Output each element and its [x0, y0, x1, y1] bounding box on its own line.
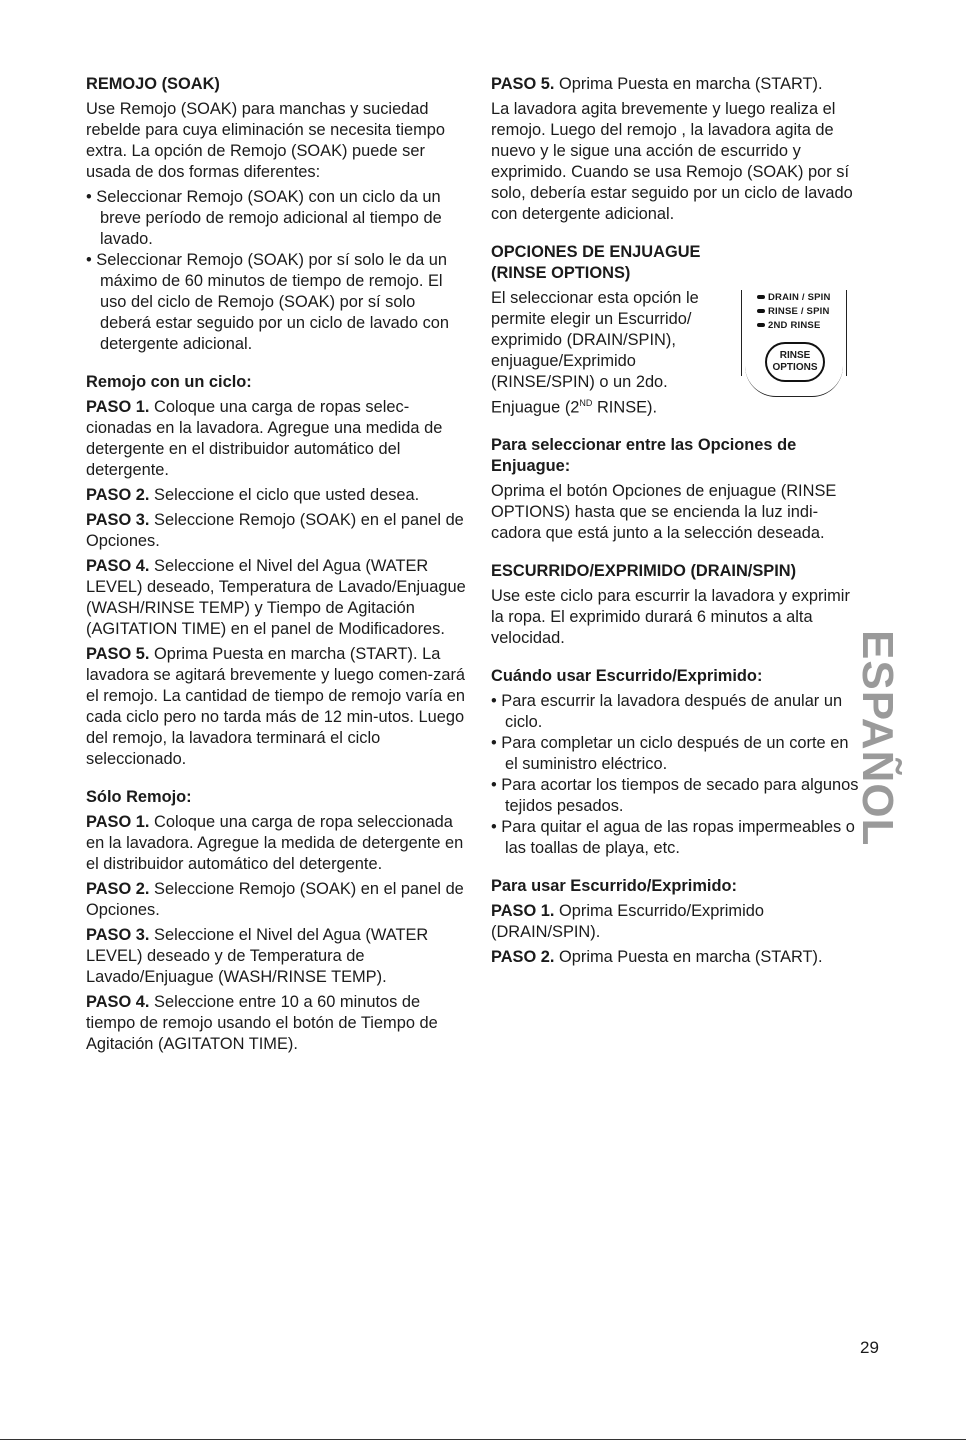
- rinse-options-panel-illustration: [739, 288, 849, 396]
- cycle-step-2: PASO 2. Seleccione el ciclo que usted desea.: [86, 486, 420, 504]
- rinse-options-heading: OPCIONES DE ENJUAGUE (RINSE OPTIONS): [491, 243, 701, 282]
- page-number: 29: [860, 1338, 879, 1357]
- paso5-description: La lavadora agita brevemente y luego realiza el remojo. Luego del remojo , la lavadora agita de nuevo y le sigue una acción de escurrido y exprimido. Cuando se usa Remojo (SOAK) por sí solo, debería estar seguido por un ciclo de lavado con detergente adicional.: [491, 100, 853, 223]
- cycle-step-1: PASO 1. Coloque una carga de ropas selec-cionadas en la lavadora. Agregue una medida de detergente en el distribuidor automático del detergente.: [86, 398, 443, 479]
- paso5-start: PASO 5. Oprima Puesta en marcha (START).: [491, 75, 823, 93]
- solo-heading: Sólo Remojo:: [86, 788, 192, 806]
- cycle-step-4: PASO 4. Seleccione el Nivel del Agua (WATER LEVEL) deseado, Temperatura de Lavado/Enjuague (WASH/RINSE TEMP) y Tiempo de Agitación (AGITATION TIME) en el panel de Modificadores.: [86, 557, 466, 638]
- bottom-rule: [0, 1439, 966, 1440]
- drain-spin-text: Use este ciclo para escurrir la lavadora y exprimir la ropa. El exprimido durará 6 minutos a alta velocidad.: [491, 587, 850, 648]
- panel-option-2nd-rinse: 2ND RINSE: [757, 320, 820, 331]
- when-bullet-2: • Para completar un ciclo después de un corte en el suministro eléctrico.: [491, 734, 849, 774]
- when-bullet-4: • Para quitar el agua de las ropas impermeables o las toallas de playa, etc.: [491, 818, 855, 858]
- soak-bullet-2: • Seleccionar Remojo (SOAK) por sí solo le da un máximo de 60 minutos de tiempo de remojo. El uso del ciclo de Remojo (SOAK) por sí solo deberá estar seguido por un ciclo de lavado con detergente adicional.: [86, 251, 449, 353]
- solo-step-3: PASO 3. Seleccione el Nivel del Agua (WATER LEVEL) deseado y de Temperatura de Lavado/Enjuague (WASH/RINSE TEMP).: [86, 926, 429, 986]
- use-step-2: PASO 2. Oprima Puesta en marcha (START).: [491, 948, 823, 967]
- soak-intro: Use Remojo (SOAK) para manchas y suciedad rebelde para cuya eliminación se necesita tiempo extra. La opción de Remojo (SOAK) puede ser usada de dos formas diferentes:: [86, 100, 445, 181]
- use-heading: Para usar Escurrido/Exprimido:: [491, 877, 737, 896]
- solo-step-1: PASO 1. Coloque una carga de ropa seleccionada en la lavadora. Agregue la medida de detergente en el distribuidor automático del detergente.: [86, 813, 464, 873]
- solo-step-4: PASO 4. Seleccione entre 10 a 60 minutos de tiempo de remojo usando el botón de Tiempo de Agitación (AGITATON TIME).: [86, 993, 438, 1053]
- left-column: [86, 74, 466, 1059]
- cycle-step-5: PASO 5. Oprima Puesta en marcha (START). La lavadora se agitará brevemente y luego comen-zará el remojo. La cantidad de tiempo de remojo varía en cada ciclo pero no tarda más de 12 min-utos. Luego del remojo, la lavadora terminará el ciclo seleccionado.: [86, 645, 466, 768]
- when-heading: Cuándo usar Escurrido/Exprimido:: [491, 667, 763, 686]
- language-side-tab: ESPAÑOL: [853, 630, 902, 847]
- when-bullet-3: • Para acortar los tiempos de secado para algunos tejidos pesados.: [491, 776, 859, 816]
- drain-spin-heading: ESCURRIDO/EXPRIMIDO (DRAIN/SPIN): [491, 562, 797, 581]
- rinse-options-block: [491, 288, 863, 418]
- indicator-light-icon: [757, 323, 765, 327]
- rinse-options-text: El seleccionar esta opción le permite elegir un Escurrido/ exprimido (DRAIN/SPIN), enjuague/Exprimido (RINSE/SPIN) o un 2do. Enjuague (2ND RINSE).: [491, 289, 699, 417]
- when-bullet-1: • Para escurrir la lavadora después de anular un ciclo.: [491, 692, 843, 732]
- panel-option-drain-spin: DRAIN / SPIN: [757, 292, 831, 303]
- indicator-light-icon: [757, 309, 765, 313]
- panel-right-line: [846, 290, 847, 376]
- use-step-1: PASO 1. Oprima Escurrido/Exprimido (DRAIN/SPIN).: [491, 902, 764, 942]
- soak-heading: REMOJO (SOAK): [86, 75, 220, 93]
- indicator-light-icon: [757, 295, 765, 299]
- solo-step-2: PASO 2. Seleccione Remojo (SOAK) en el panel de Opciones.: [86, 880, 464, 919]
- cycle-heading: Remojo con un ciclo:: [86, 373, 252, 391]
- right-column: [491, 74, 863, 972]
- cycle-step-3: PASO 3. Seleccione Remojo (SOAK) en el panel de Opciones.: [86, 511, 464, 550]
- panel-left-line: [741, 290, 742, 376]
- rinse-options-button-icon: RINSE OPTIONS: [765, 342, 825, 382]
- soak-bullet-1: • Seleccionar Remojo (SOAK) con un ciclo da un breve período de remojo adicional al tiempo de lavado.: [86, 188, 442, 248]
- select-text: Oprima el botón Opciones de enjuague (RINSE OPTIONS) hasta que se encienda la luz indi-cadora que está junto a la selección deseada.: [491, 482, 837, 543]
- panel-option-rinse-spin: RINSE / SPIN: [757, 306, 830, 317]
- select-heading: Para seleccionar entre las Opciones de Enjuague:: [491, 436, 797, 476]
